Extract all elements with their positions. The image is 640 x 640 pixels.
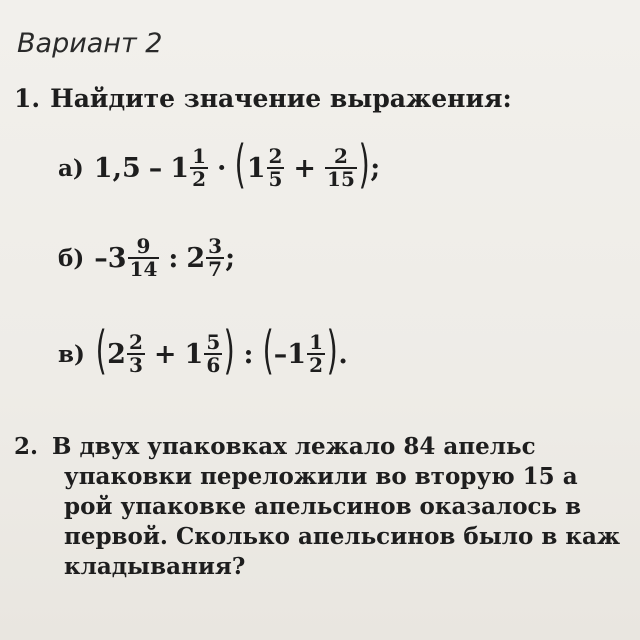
numerator: 9 [136,234,151,258]
expression-b-label: б) [58,244,85,272]
expression-a-label: а) [58,154,84,182]
denominator: 15 [327,167,355,191]
fraction [190,146,208,190]
task-2-line: рой упаковке апельсинов оказалось в [64,493,582,520]
task-2 [14,432,640,582]
open-paren: ( [234,135,247,195]
task-1-title: Найдите значение выражения: [50,84,512,113]
variant-heading: Вариант 2 [17,28,163,59]
fraction [325,146,357,190]
whole-part: 2 [107,338,126,370]
task-1-heading [14,84,512,113]
whole-part: 1 [184,338,204,370]
period: . [338,338,348,370]
numerator: 2 [334,144,348,168]
mixed-number [186,236,225,280]
close-paren: ) [326,321,338,381]
fraction [307,332,325,376]
plus-sign: + [153,338,177,370]
fraction [267,146,285,190]
whole-part: –1 [273,338,307,370]
expression-b [58,236,235,280]
denominator: 3 [128,353,143,377]
numerator: 5 [206,330,221,354]
task-2-number: 2. [14,433,39,460]
mixed-number [274,332,326,376]
task-2-text: В двух упаковках лежало 84 апельс [52,433,536,460]
semicolon: ; [370,152,381,184]
task-1-number: 1. [14,84,41,113]
open-paren: ( [95,321,107,381]
task-2-line: первой. Сколько апельсинов было в каж [64,523,621,550]
numerator: 1 [309,330,324,354]
whole-part: –3 [94,242,127,274]
minus-sign: – [148,152,163,184]
denominator: 2 [309,353,324,377]
denominator: 5 [268,167,283,191]
task-2-line: упаковки переложили во вторую 15 а [64,463,578,490]
open-paren: ( [262,321,274,381]
task-2-line: кладывания? [64,553,246,580]
expression-a [58,135,381,195]
multiply-dot: · [217,152,227,184]
mixed-number [185,332,224,376]
fraction [204,332,222,376]
close-paren: ) [223,321,235,381]
mixed-number [107,332,146,376]
plus-sign: + [293,152,317,184]
fraction [127,332,145,376]
term-a1: 1,5 [93,152,141,184]
divide-colon: : [168,242,179,274]
denominator: 6 [206,353,221,377]
fraction [128,236,160,280]
denominator: 2 [192,167,206,191]
fraction [206,236,224,280]
task-2-line [14,432,640,462]
whole-part: 2 [186,242,206,274]
whole-part: 1 [246,152,266,184]
close-paren: ) [358,135,370,195]
denominator: 14 [129,257,158,281]
numerator: 3 [208,234,223,258]
semicolon: ; [225,242,236,274]
whole-part: 1 [170,152,190,184]
numerator: 1 [192,144,206,168]
mixed-number [247,146,286,190]
numerator: 2 [128,330,143,354]
expression-c-label: в) [58,340,85,368]
mixed-number [94,236,160,280]
numerator: 2 [268,144,283,168]
mixed-number [170,146,209,190]
expression-c [58,321,348,381]
denominator: 7 [208,257,223,281]
divide-colon: : [243,338,254,370]
